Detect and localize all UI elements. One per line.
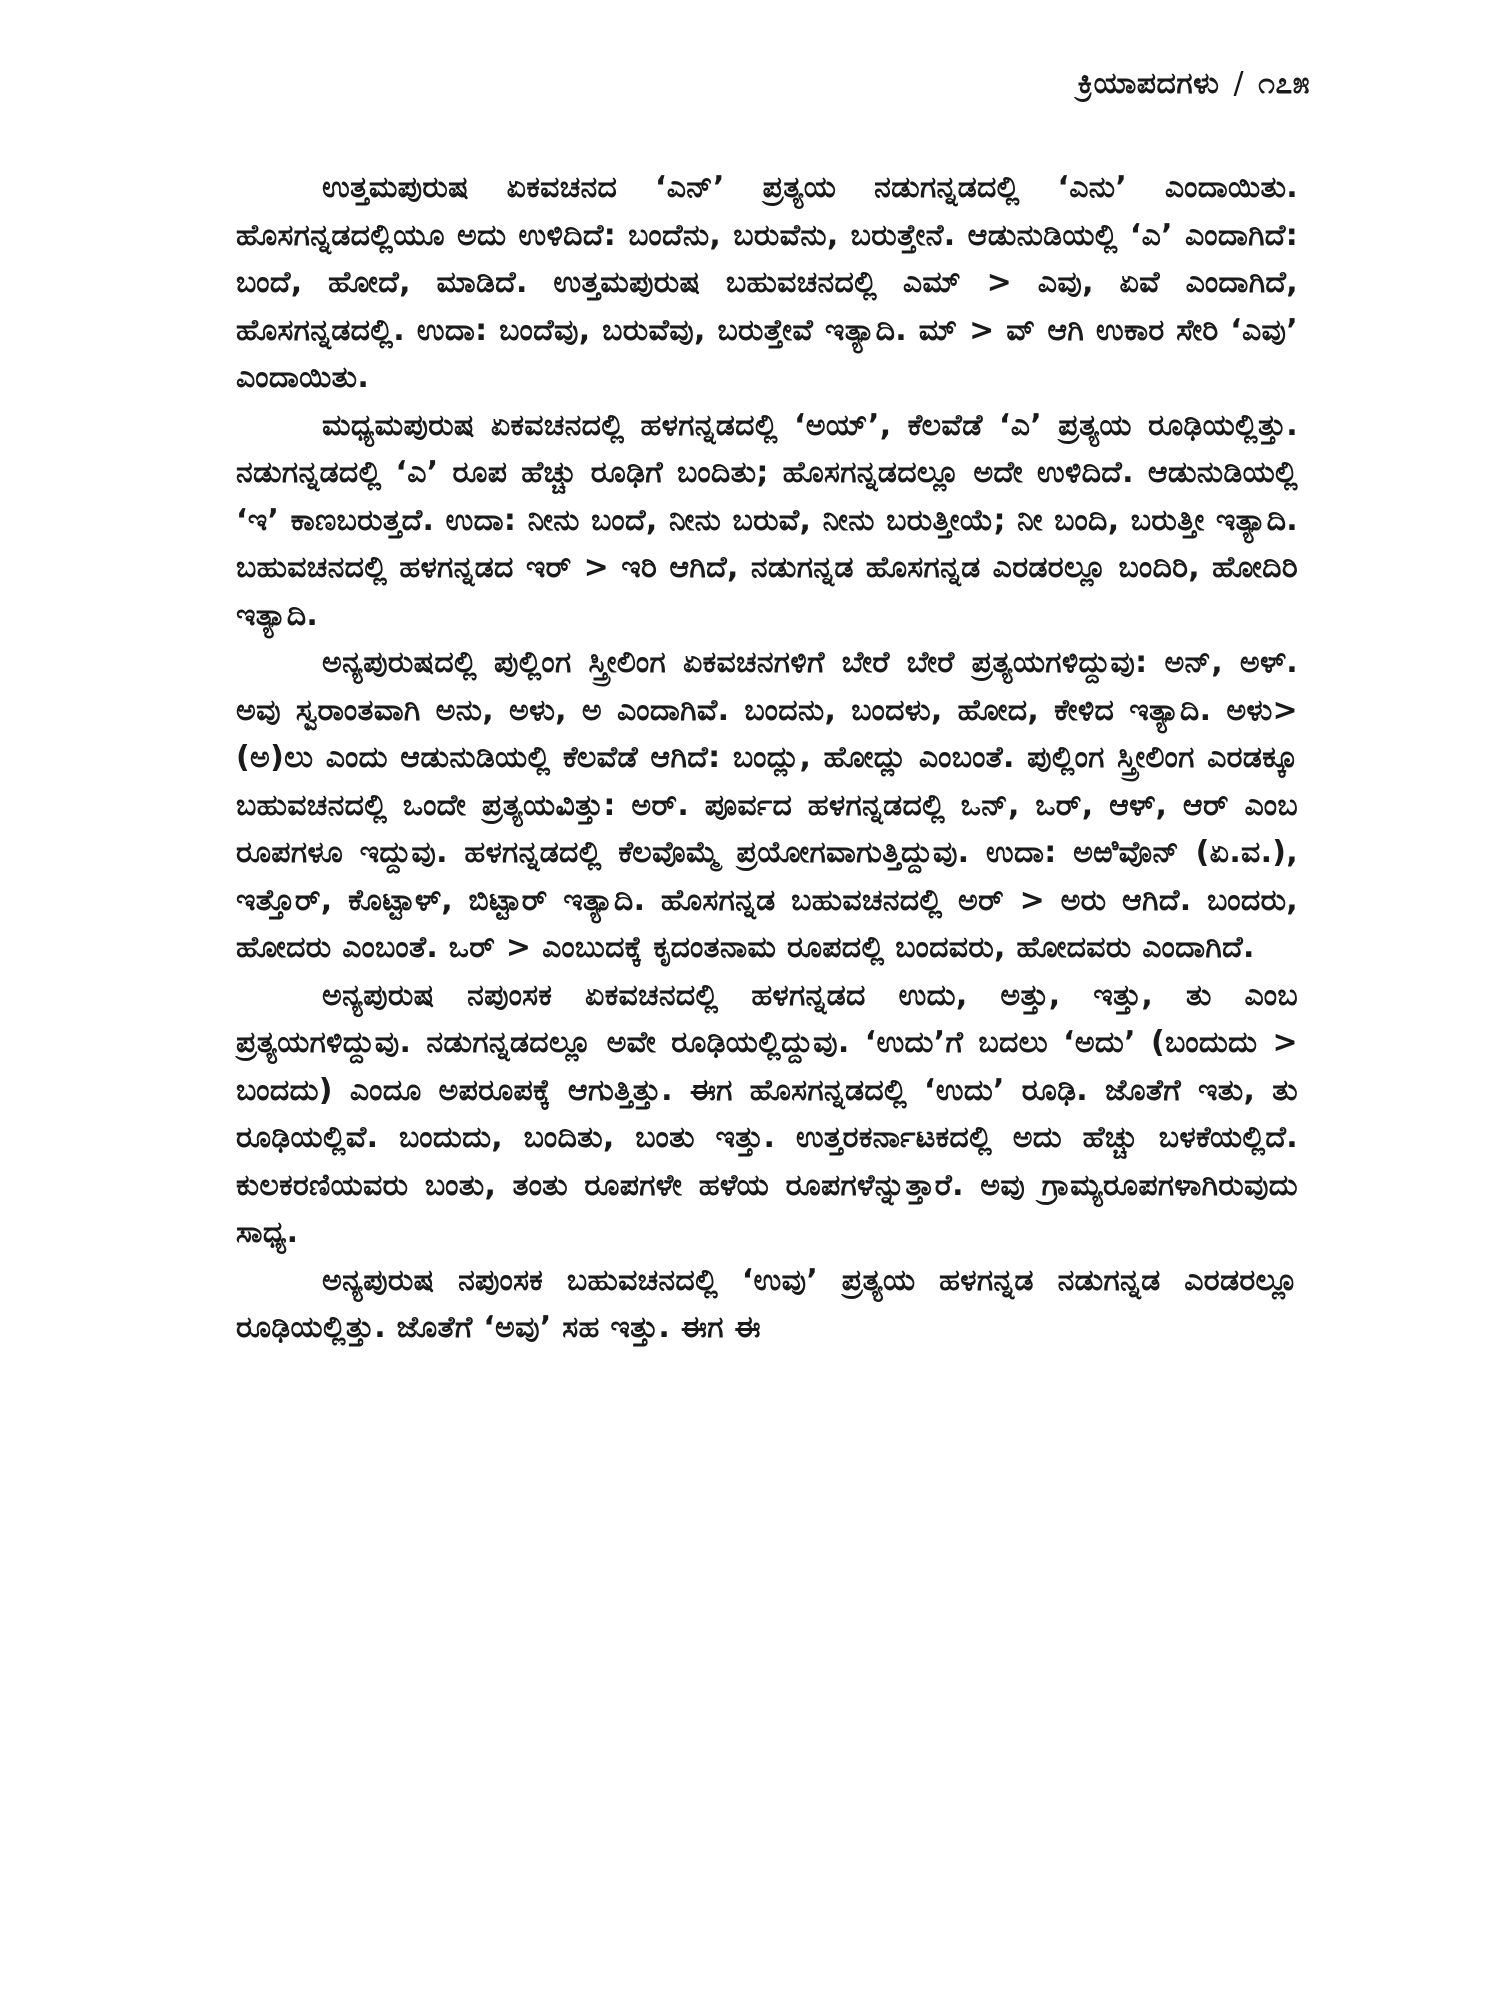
chapter-title: ಕ್ರಿಯಾಪದಗಳು <box>1077 66 1220 101</box>
paragraph-4: ಅನ್ಯಪುರುಷ ನಪುಂಸಕ ಏಕವಚನದಲ್ಲಿ ಹಳಗನ್ನಡದ ಉದು, ಅತ್ತು, ಇತ್ತು, ತು ಎಂಬ ಪ್ರತ್ಯಯಗಳಿದ್ದುವು. ನಡುಗನ್ನಡದಲ್ಲೂ ಅವೇ ರೂಢಿಯಲ್ಲಿದ್ದುವು. ‘ಉದು’ಗೆ ಬದಲು ‘ಅದು’ (ಬಂದುದು > ಬಂದದು) ಎಂದೂ ಅಪರೂಪಕ್ಕೆ ಆಗುತ್ತಿತ್ತು. ಈಗ ಹೊಸಗನ್ನಡದಲ್ಲಿ ‘ಉದು’ ರೂಢಿ. ಜೊತೆಗೆ ಇತು, ತು ರೂಢಿಯಲ್ಲಿವೆ. ಬಂದುದು, ಬಂದಿತು, ಬಂತು ಇತ್ತು. ಉತ್ತರಕರ್ನಾಟಕದಲ್ಲಿ ಅದು ಹೆಚ್ಚು ಬಳಕೆಯಲ್ಲಿದೆ. ಕುಲಕರಣಿಯವರು ಬಂತು, ತಂತು ರೂಪಗಳೇ ಹಳೆಯ ರೂಪಗಳೆನ್ನುತ್ತಾರೆ. ಅವು ಗ್ರಾಮ್ಯರೂಪಗಳಾಗಿರುವುದು ಸಾಧ್ಯ. <box>236 977 1298 1250</box>
page-number: ೧೭೫ <box>1258 66 1310 101</box>
paragraph-5: ಅನ್ಯಪುರುಷ ನಪುಂಸಕ ಬಹುವಚನದಲ್ಲಿ ‘ಉವು’ ಪ್ರತ್ಯಯ ಹಳಗನ್ನಡ ನಡುಗನ್ನಡ ಎರಡರಲ್ಲೂ ರೂಢಿಯಲ್ಲಿತ್ತು. ಜೊತೆಗೆ ‘ಅವು’ ಸಹ ಇತ್ತು. ಈಗ ಈ <box>236 1262 1298 1345</box>
paragraph-2: ಮಧ್ಯಮಪುರುಷ ಏಕವಚನದಲ್ಲಿ ಹಳಗನ್ನಡದಲ್ಲಿ ‘ಅಯ್’, ಕೆಲವೆಡೆ ‘ಎ’ ಪ್ರತ್ಯಯ ರೂಢಿಯಲ್ಲಿತ್ತು. ನಡುಗನ್ನಡದಲ್ಲಿ ‘ಎ’ ರೂಪ ಹೆಚ್ಚು ರೂಢಿಗೆ ಬಂದಿತು; ಹೊಸಗನ್ನಡದಲ್ಲೂ ಅದೇ ಉಳಿದಿದೆ. ಆಡುನುಡಿಯಲ್ಲಿ ‘ಇ’ ಕಾಣಬರುತ್ತದೆ. ಉದಾ: ನೀನು ಬಂದೆ, ನೀನು ಬರುವೆ, ನೀನು ಬರುತ್ತೀಯೆ; ನೀ ಬಂದಿ, ಬರುತ್ತೀ ಇತ್ಯಾದಿ. ಬಹುವಚನದಲ್ಲಿ ಹಳಗನ್ನಡದ ಇರ್ > ಇರಿ ಆಗಿದೆ, ನಡುಗನ್ನಡ ಹೊಸಗನ್ನಡ ಎರಡರಲ್ಲೂ ಬಂದಿರಿ, ಹೋದಿರಿ ಇತ್ಯಾದಿ. <box>236 407 1298 633</box>
header-separator: / <box>1233 66 1245 101</box>
body-text <box>236 164 1298 1352</box>
running-header <box>1078 66 1310 101</box>
paragraph-3: ಅನ್ಯಪುರುಷದಲ್ಲಿ ಪುಲ್ಲಿಂಗ ಸ್ತ್ರೀಲಿಂಗ ಏಕವಚನಗಳಿಗೆ ಬೇರೆ ಬೇರೆ ಪ್ರತ್ಯಯಗಳಿದ್ದುವು: ಅನ್, ಅಳ್. ಅವು ಸ್ವರಾಂತವಾಗಿ ಅನು, ಅಳು, ಅ ಎಂದಾಗಿವೆ. ಬಂದನು, ಬಂದಳು, ಹೋದ, ಕೇಳಿದ ಇತ್ಯಾದಿ. ಅಳು>(ಅ)ಲು ಎಂದು ಆಡುನುಡಿಯಲ್ಲಿ ಕೆಲವೆಡೆ ಆಗಿದೆ: ಬಂದ್ಲು, ಹೋದ್ಲು ಎಂಬಂತೆ. ಪುಲ್ಲಿಂಗ ಸ್ತ್ರೀಲಿಂಗ ಎರಡಕ್ಕೂ ಬಹುವಚನದಲ್ಲಿ ಒಂದೇ ಪ್ರತ್ಯಯವಿತ್ತು: ಅರ್. ಪೂರ್ವದ ಹಳಗನ್ನಡದಲ್ಲಿ ಒನ್, ಒರ್, ಆಳ್, ಆರ್ ಎಂಬ ರೂಪಗಳೂ ಇದ್ದುವು. ಹಳಗನ್ನಡದಲ್ಲಿ ಕೆಲವೊಮ್ಮೆ ಪ್ರಯೋಗವಾಗುತ್ತಿದ್ದುವು. ಉದಾ: ಅಱಿವೊನ್ (ಏ.ವ.), ಇತ್ತೊರ್, ಕೊಟ್ಟಾಳ್, ಬಿಟ್ಟಾರ್ ಇತ್ಯಾದಿ. ಹೊಸಗನ್ನಡ ಬಹುವಚನದಲ್ಲಿ ಅರ್ > ಅರು ಆಗಿದೆ. ಬಂದರು, ಹೋದರು ಎಂಬಂತೆ. ಒರ್ > ಎಂಬುದಕ್ಕೆ ಕೃದಂತನಾಮ ರೂಪದಲ್ಲಿ ಬಂದವರು, ಹೋದವರು ಎಂದಾಗಿದೆ. <box>236 645 1298 965</box>
paragraph-1: ಉತ್ತಮಪುರುಷ ಏಕವಚನದ ‘ಎನ್’ ಪ್ರತ್ಯಯ ನಡುಗನ್ನಡದಲ್ಲಿ ‘ಎನು’ ಎಂದಾಯಿತು. ಹೊಸಗನ್ನಡದಲ್ಲಿಯೂ ಅದು ಉಳಿದಿದೆ: ಬಂದೆನು, ಬರುವೆನು, ಬರುತ್ತೇನೆ. ಆಡುನುಡಿಯಲ್ಲಿ ‘ಎ’ ಎಂದಾಗಿದೆ: ಬಂದೆ, ಹೋದೆ, ಮಾಡಿದೆ. ಉತ್ತಮಪುರುಷ ಬಹುವಚನದಲ್ಲಿ ಎಮ್ > ಎವು, ಏವೆ ಎಂದಾಗಿದೆ, ಹೊಸಗನ್ನಡದಲ್ಲಿ. ಉದಾ: ಬಂದೆವು, ಬರುವೆವು, ಬರುತ್ತೇವೆ ಇತ್ಯಾದಿ. ಮ್ > ವ್ ಆಗಿ ಉಕಾರ ಸೇರಿ ‘ಎವು’ ಎಂದಾಯಿತು. <box>236 170 1298 395</box>
